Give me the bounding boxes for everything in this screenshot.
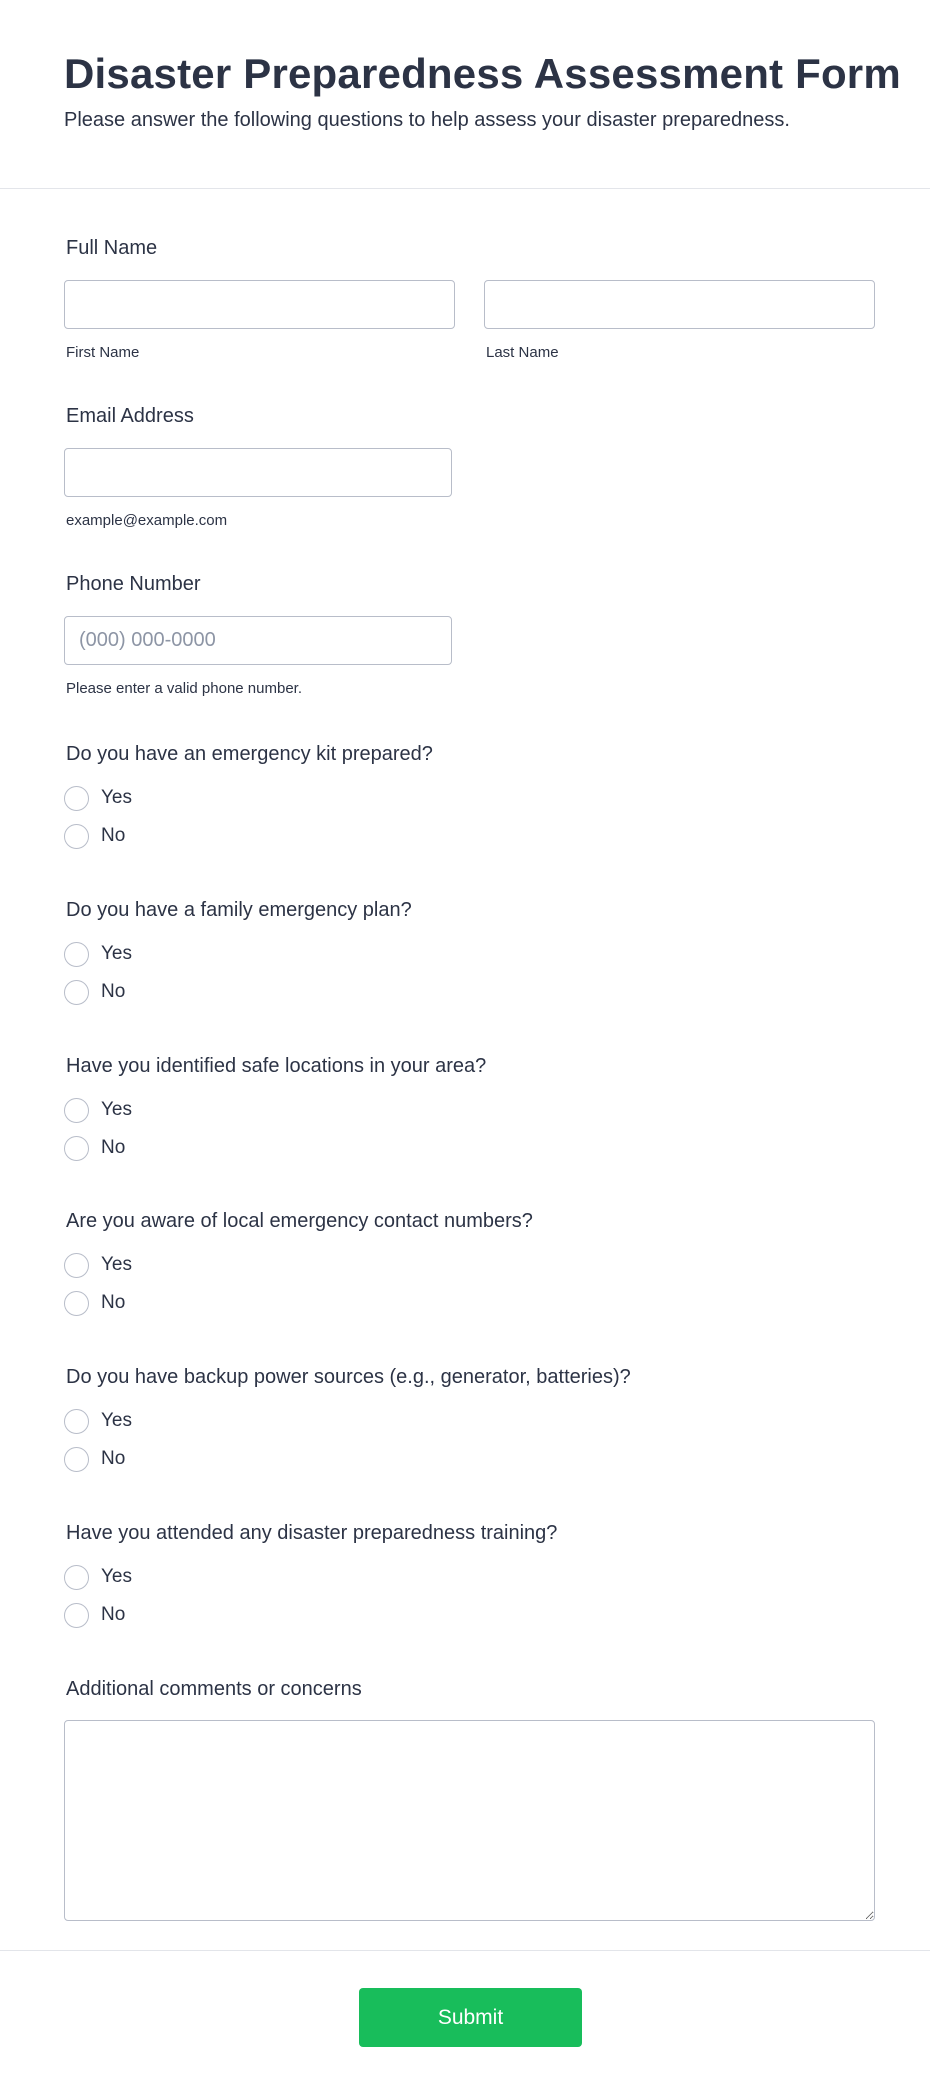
safe-locations-yes-option[interactable] bbox=[64, 1097, 264, 1123]
phone-sublabel: Please enter a valid phone number. bbox=[66, 680, 302, 697]
emergency-kit-yes-option[interactable] bbox=[64, 785, 264, 811]
form-header bbox=[0, 0, 930, 189]
option-label: No bbox=[101, 1448, 126, 1469]
phone-label: Phone Number bbox=[66, 573, 201, 595]
question-training: Have you attended any disaster preparedness training? bbox=[66, 1522, 558, 1544]
emergency-contacts-no-option[interactable] bbox=[64, 1290, 264, 1316]
email-label: Email Address bbox=[66, 405, 194, 427]
emergency-contacts-yes-option[interactable] bbox=[64, 1252, 264, 1278]
backup-power-no-option[interactable] bbox=[64, 1446, 264, 1472]
family-plan-yes-option[interactable] bbox=[64, 941, 264, 967]
footer-divider bbox=[0, 1950, 930, 1951]
option-label: No bbox=[101, 825, 126, 846]
form-title: Disaster Preparedness Assessment Form bbox=[64, 50, 901, 97]
option-label: No bbox=[101, 1137, 126, 1158]
option-label: Yes bbox=[101, 943, 132, 964]
radio-button[interactable] bbox=[64, 980, 89, 1005]
first-name-input[interactable] bbox=[64, 280, 455, 329]
question-backup-power: Do you have backup power sources (e.g., generator, batteries)? bbox=[66, 1366, 631, 1388]
radio-button[interactable] bbox=[64, 1253, 89, 1278]
first-name-sublabel: First Name bbox=[66, 344, 140, 361]
full-name-label: Full Name bbox=[66, 237, 158, 259]
safe-locations-no-option[interactable] bbox=[64, 1135, 264, 1161]
radio-button[interactable] bbox=[64, 786, 89, 811]
last-name-sublabel: Last Name bbox=[486, 344, 559, 361]
last-name-input[interactable] bbox=[484, 280, 875, 329]
radio-button[interactable] bbox=[64, 1603, 89, 1628]
emergency-kit-no-option[interactable] bbox=[64, 823, 264, 849]
form-subtitle: Please answer the following questions to help assess your disaster preparedness. bbox=[64, 109, 790, 131]
radio-button[interactable] bbox=[64, 1409, 89, 1434]
radio-button[interactable] bbox=[64, 1291, 89, 1316]
family-plan-no-option[interactable] bbox=[64, 979, 264, 1005]
training-yes-option[interactable] bbox=[64, 1564, 264, 1590]
email-sublabel: example@example.com bbox=[66, 512, 228, 529]
option-label: Yes bbox=[101, 1410, 132, 1431]
radio-button[interactable] bbox=[64, 1136, 89, 1161]
radio-button[interactable] bbox=[64, 942, 89, 967]
email-input[interactable] bbox=[64, 448, 452, 497]
option-label: No bbox=[101, 1604, 126, 1625]
radio-button[interactable] bbox=[64, 1447, 89, 1472]
comments-textarea[interactable] bbox=[64, 1720, 875, 1921]
option-label: No bbox=[101, 1292, 126, 1313]
option-label: No bbox=[101, 981, 126, 1002]
radio-button[interactable] bbox=[64, 824, 89, 849]
option-label: Yes bbox=[101, 1254, 132, 1275]
comments-label: Additional comments or concerns bbox=[66, 1678, 362, 1700]
submit-button[interactable]: Submit bbox=[359, 1988, 582, 2047]
phone-input[interactable] bbox=[64, 616, 452, 665]
option-label: Yes bbox=[101, 1099, 132, 1120]
option-label: Yes bbox=[101, 787, 132, 808]
radio-button[interactable] bbox=[64, 1098, 89, 1123]
question-family-plan: Do you have a family emergency plan? bbox=[66, 899, 412, 921]
backup-power-yes-option[interactable] bbox=[64, 1408, 264, 1434]
training-no-option[interactable] bbox=[64, 1602, 264, 1628]
question-safe-locations: Have you identified safe locations in your area? bbox=[66, 1055, 487, 1077]
radio-button[interactable] bbox=[64, 1565, 89, 1590]
option-label: Yes bbox=[101, 1566, 132, 1587]
question-emergency-contacts: Are you aware of local emergency contact numbers? bbox=[66, 1210, 533, 1232]
question-emergency-kit: Do you have an emergency kit prepared? bbox=[66, 743, 433, 765]
